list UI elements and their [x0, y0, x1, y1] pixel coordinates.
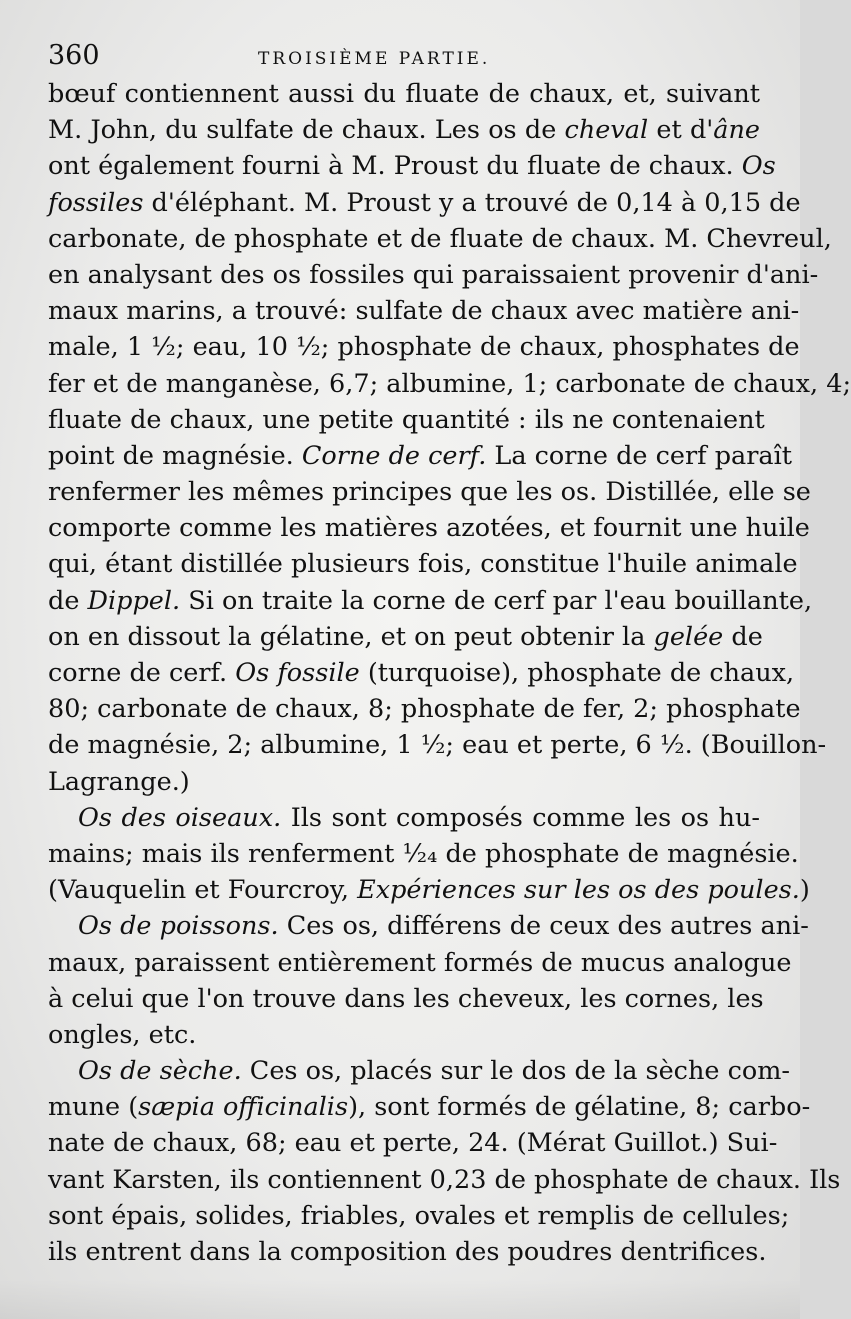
text-span: fluate de chaux, une petite quantité : ils ne contenaient: [48, 404, 765, 435]
text-span: male, 1 ½; eau, 10 ½; phosphate de chaux, phosphates de: [48, 332, 800, 363]
italic-text: Os de poissons.: [78, 911, 279, 942]
text-span: Lagrange.): [48, 766, 190, 797]
text-span: vant Karsten, ils contiennent 0,23 de phosphate de chaux. Ils: [48, 1164, 841, 1195]
italic-text: fossiles: [48, 187, 144, 218]
text-line: [48, 546, 798, 582]
text-line: [48, 1198, 790, 1234]
text-line: [48, 510, 810, 546]
text-span: (turquoise), phosphate de chaux,: [359, 658, 795, 688]
text-span: Si on traite la corne de cerf par l'eau bouillante,: [180, 585, 813, 616]
text-span: sont épais, solides, friables, ovales et remplis de cellules;: [48, 1200, 790, 1231]
text-line: [48, 583, 813, 619]
text-span: Ces os, placés sur le dos de la sèche com-: [241, 1056, 791, 1087]
text-line: [48, 908, 809, 944]
text-span: ), sont formés de gélatine, 8; carbo-: [348, 1092, 811, 1123]
text-line: [48, 76, 760, 112]
italic-text: Os de sèche.: [78, 1056, 242, 1087]
text-line: [48, 1017, 760, 1053]
text-span: Ils sont composés comme les os hu-: [281, 802, 760, 833]
text-span: bœuf contiennent aussi du fluate de chaux, et, suivant: [48, 79, 760, 109]
text-span: de magnésie, 2; albumine, 1 ½; eau et perte, 6 ½. (Bouillon-: [48, 730, 827, 761]
text-line: [48, 1162, 841, 1198]
text-span: comporte comme les matières azotées, et fournit une huile: [48, 513, 810, 544]
italic-text: Corne de cerf.: [301, 440, 487, 471]
text-span: en analysant des os fossiles qui paraissaient provenir d'ani-: [48, 259, 819, 290]
text-span: ongles, etc.: [48, 1019, 197, 1050]
text-line: [48, 112, 760, 148]
text-line: [48, 185, 801, 221]
text-line: [48, 619, 763, 655]
text-span: on en dissout la gélatine, et on peut obtenir la: [48, 621, 654, 652]
text-span: point de magnésie.: [48, 440, 302, 471]
text-span: ils entrent dans la composition des poudres dentrifices.: [48, 1237, 767, 1267]
text-line: [48, 221, 832, 257]
text-line: [48, 402, 765, 438]
page-number: 360: [48, 40, 100, 71]
text-line: [48, 366, 851, 402]
text-line: [48, 1089, 811, 1125]
text-line: [48, 655, 795, 691]
text-line: [48, 474, 811, 510]
italic-text: Expériences sur les os des poules.: [357, 875, 800, 906]
text-line: [48, 438, 793, 474]
text-line: [48, 148, 776, 184]
text-span: maux, paraissent entièrement formés de mucus analogue: [48, 947, 792, 978]
text-line: [48, 691, 801, 727]
text-span: fer et de manganèse, 6,7; albumine, 1; carbonate de chaux, 4;: [48, 368, 851, 399]
text-span: renfermer les mêmes principes que les os. Distillée, elle se: [48, 477, 811, 508]
text-span: d'éléphant. M. Proust y a trouvé de 0,14 à 0,15 de: [143, 187, 801, 218]
text-span: maux marins, a trouvé: sulfate de chaux avec matière ani-: [48, 296, 800, 327]
body-text: [48, 76, 851, 1270]
italic-text: gelée: [653, 621, 724, 652]
running-head: TROISIÈME PARTIE.: [258, 49, 491, 69]
italic-text: Os fossile: [235, 658, 360, 688]
text-span: à celui que l'on trouve dans les cheveux, les cornes, les: [48, 983, 764, 1014]
italic-text: Os: [741, 151, 776, 182]
text-span: corne de cerf.: [48, 658, 236, 688]
text-line: [48, 800, 760, 836]
text-span: (Vauquelin et Fourcroy,: [48, 875, 358, 906]
text-span: Ces os, différens de ceux des autres ani-: [278, 911, 809, 942]
italic-text: Os des oiseaux.: [78, 802, 282, 833]
text-line: [48, 1234, 767, 1270]
text-line: [48, 293, 800, 329]
text-line: [48, 257, 819, 293]
text-span: La corne de cerf paraît: [486, 440, 793, 471]
text-span: nate de chaux, 68; eau et perte, 24. (Mérat Guillot.) Sui-: [48, 1128, 778, 1159]
text-span: et d': [648, 115, 714, 146]
text-line: [48, 727, 827, 763]
italic-text: sæpia officinalis: [138, 1092, 349, 1123]
text-span: 80; carbonate de chaux, 8; phosphate de fer, 2; phosphate: [48, 694, 801, 725]
text-span: de: [723, 621, 763, 652]
text-span: de: [48, 585, 88, 616]
text-line: [48, 836, 799, 872]
text-span: qui, étant distillée plusieurs fois, constitue l'huile animale: [48, 549, 798, 580]
text-span: carbonate, de phosphate et de fluate de chaux. M. Chevreul,: [48, 223, 832, 254]
text-line: [48, 1125, 778, 1161]
text-span: ): [799, 875, 810, 906]
text-line: [48, 945, 792, 981]
text-span: mains; mais ils renferment ¹⁄₂₄ de phosphate de magnésie.: [48, 838, 799, 869]
text-line: [48, 981, 764, 1017]
text-line: [48, 872, 810, 908]
italic-text: cheval: [564, 115, 649, 146]
text-line: [48, 329, 800, 365]
italic-text: Dippel.: [87, 585, 181, 616]
italic-text: âne: [713, 115, 760, 146]
paper-shading: [0, 1279, 800, 1319]
page-header: [48, 40, 760, 74]
text-line: [48, 764, 760, 800]
text-span: ont également fourni à M. Proust du fluate de chaux.: [48, 151, 742, 182]
text-line: [48, 1053, 791, 1089]
text-span: M. John, du sulfate de chaux. Les os de: [48, 115, 565, 146]
text-span: mune (: [48, 1092, 139, 1123]
